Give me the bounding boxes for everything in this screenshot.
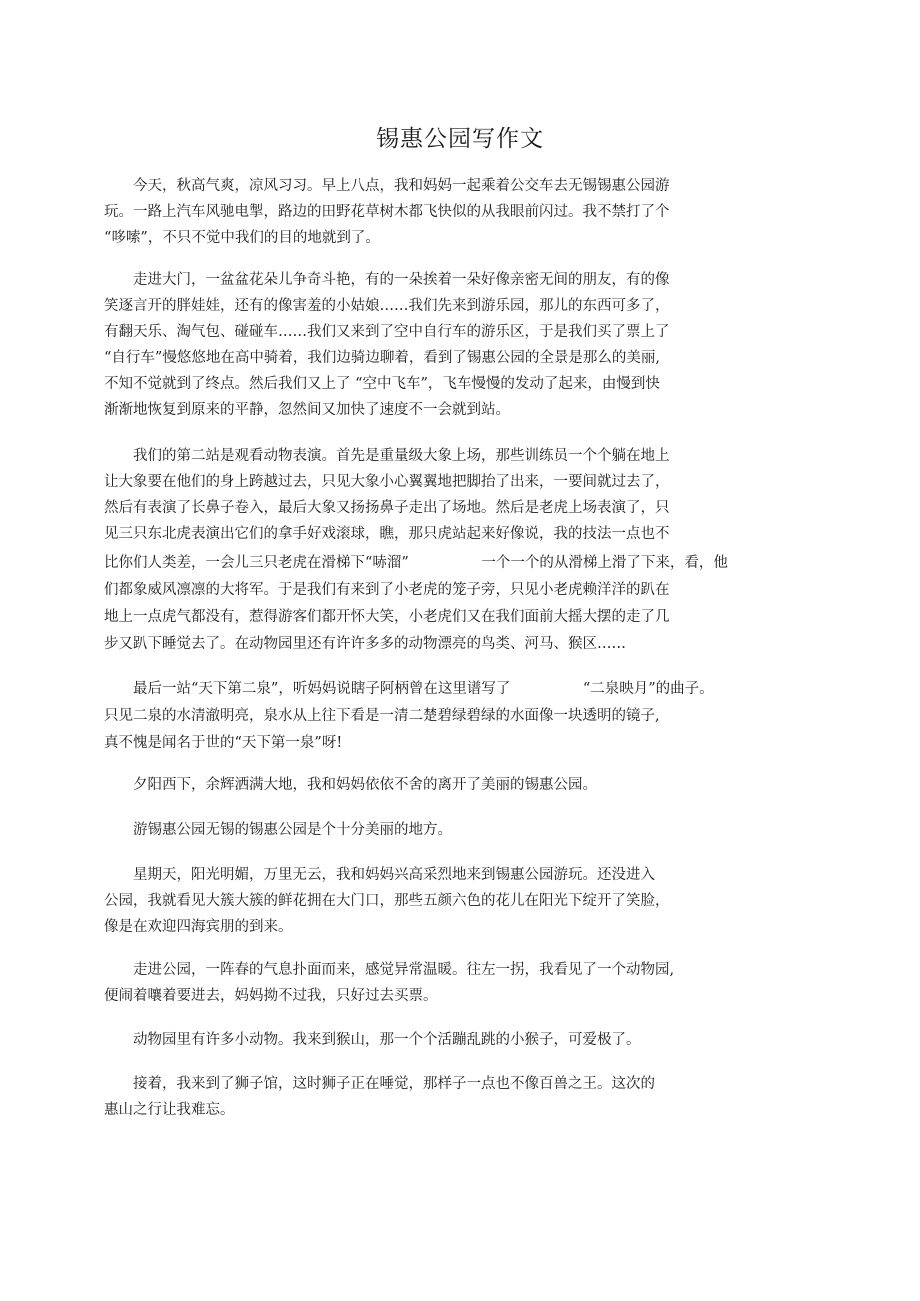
text-line: 便闹着嚷着要进去，妈妈拗不过我，只好过去买票。 — [104, 988, 438, 1004]
text-line: 最后一站“天下第二泉”，听妈妈说瞎子阿柄曾在这里谱写了 “二泉映月”的曲子。 — [104, 681, 714, 697]
text-line: 让大象要在他们的身上跨越过去，只见大象小心翼翼地把脚抬了出来，一要间就过去了， — [104, 474, 670, 490]
text-line: 笑逐言开的胖娃娃，还有的像害羞的小姑娘……我们先来到游乐园，那儿的东西可多了， — [104, 298, 670, 314]
text-line: 然后有表演了长鼻子卷入，最后大象又扬扬鼻子走出了场地。然后是老虎上场表演了，只 — [104, 500, 670, 516]
text-line: 我们的第二站是观看动物表演。首先是重量级大象上场，那些训练员一个个躺在地上 — [104, 448, 670, 464]
document-title: 锡惠公园写作文 — [376, 126, 544, 152]
text-line: 真不愧是闻名于世的“天下第一泉”呀! — [104, 735, 343, 751]
text-line: 接着，我来到了狮子馆，这时狮子正在唾觉，那样子一点也不像百兽之王。这次的 — [104, 1076, 655, 1092]
text-line: 有翻天乐、淘气包、碰碰车……我们又来到了空中自行车的游乐区，于是我们买了票上了 — [104, 324, 670, 340]
text-line: 比你们人类差，一会儿三只老虎在滑梯下“哧溜” 一个一个的从滑梯上滑了下来，看，他 — [104, 555, 728, 571]
text-line: 步又趴下睡觉去了。在动物园里还有许许多多的动物漂亮的鸟类、河马、猴区…… — [104, 636, 626, 652]
text-line: 游锡惠公园无锡的锡惠公园是个十分美丽的地方。 — [104, 822, 452, 838]
text-line: 动物园里有许多小动物。我来到猴山，那一个个活蹦乱跳的小猴子，可爱极了。 — [104, 1032, 641, 1048]
text-line: 地上一点虎气都没有，惹得游客们都开怀大笑，小老虎们又在我们面前大摇大摆的走了几 — [104, 609, 670, 625]
text-line: 公园，我就看见大簇大簇的鲜花拥在大门口，那些五颜六色的花儿在阳光下绽开了笑脸， — [104, 893, 670, 909]
text-line: 玩。一路上汽车风驰电掣，路边的田野花草树木都飞快似的从我眼前闪过。我不禁打了个 — [104, 204, 670, 220]
text-line: 像是在欢迎四海宾朋的到来。 — [104, 919, 293, 935]
text-line: 走进公园，一阵春的气息扑面而来，感觉异常温暖。往左一拐，我看见了一个动物园, — [104, 962, 675, 978]
text-line: “哆嗦”，不只不觉中我们的目的地就到了。 — [104, 230, 380, 246]
text-line: 惠山之行让我难忘。 — [104, 1102, 235, 1118]
text-line: 们都象威风凛凛的大将军。于是我们有来到了小老虎的笼子旁，只见小老虎赖洋洋的趴在 — [104, 582, 670, 598]
text-line: 夕阳西下，余辉洒满大地，我和妈妈依依不舍的离开了美丽的锡惠公园。 — [104, 777, 597, 793]
text-line: 只见二泉的水清澈明亮，泉水从上往下看是一清二楚碧绿碧绿的水面像一块透明的镜子, — [104, 708, 660, 724]
text-line: 见三只东北虎表演出它们的拿手好戏滚球，瞧，那只虎站起来好像说，我的技法一点也不 — [104, 526, 670, 542]
text-line: 渐渐地恢复到原来的平静，忽然间又加快了速度不一会就到站。 — [104, 402, 510, 418]
text-line: 今天，秋高气爽，凉风习习。早上八点，我和妈妈一起乘着公交车去无锡锡惠公园游 — [104, 178, 670, 194]
text-line: 走进大门，一盆盆花朵儿争奇斗艳，有的一朵挨着一朵好像亲密无间的朋友，有的像 — [104, 272, 670, 288]
text-line: “自行车”慢悠悠地在高中骑着，我们边骑边聊着，看到了锡惠公园的全景是那么的美丽, — [104, 350, 660, 366]
text-line: 星期天，阳光明媚，万里无云，我和妈妈兴高采烈地来到锡惠公园游玩。还没进入 — [104, 867, 655, 883]
text-line: 不知不觉就到了终点。然后我们又上了 “空中飞车”，飞车慢慢的发动了起来，由慢到快 — [104, 376, 660, 392]
